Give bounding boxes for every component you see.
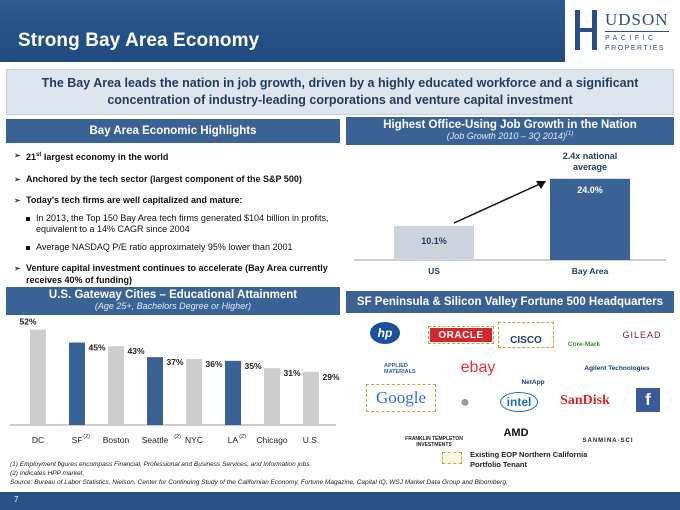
fortune-header	[346, 291, 674, 313]
company-logo-applied-materials: APPLIED MATERIALS	[384, 363, 416, 375]
edu-bar	[186, 359, 202, 425]
edu-value-label: 36%	[205, 359, 223, 369]
company-logo-franklin-templeton-investments: FRANKLIN TEMPLETON INVESTMENTS	[405, 436, 463, 448]
company-logo-facebook: f	[636, 388, 660, 412]
edu-category-label: Seattle	[141, 435, 169, 445]
highlight-item: ➢ Venture capital investment continues to accelerate (Bay Area currently receives 40% of funding)	[14, 263, 334, 286]
company-logo-google: Google	[368, 386, 434, 410]
job-chart-subtitle-text: (Job Growth 2010 – 3Q 2014)	[446, 131, 566, 141]
company-logo-netapp: NetApp	[521, 379, 545, 386]
highlight-subitem: Average NASDAQ P/E ratio approximately 95% lower than 2001	[14, 242, 334, 254]
hudson-h-icon	[573, 8, 599, 52]
edu-bar	[303, 372, 319, 425]
edu-chart-header	[6, 287, 340, 315]
slide-title: Strong Bay Area Economy	[18, 30, 260, 51]
footnote-2: (2) Indicates HPP market.	[10, 470, 85, 477]
company-logo-ebay: ebay	[460, 359, 496, 376]
tenant-legend-label	[470, 450, 587, 469]
edu-category-label: SF	[71, 435, 83, 445]
edu-category-sup: (2)	[239, 434, 246, 440]
edu-bar	[30, 330, 46, 425]
edu-value-label: 37%	[166, 357, 184, 368]
highlights-list	[14, 150, 334, 296]
edu-category-label: DC	[31, 435, 45, 445]
job-growth-chart	[346, 145, 674, 285]
edu-category-sup: (2)	[174, 434, 181, 440]
company-logo-sandisk: SanDisk	[560, 393, 610, 408]
highlight-item: ➢ Anchored by the tech sector (largest component of the S&P 500)	[14, 174, 334, 186]
job-chart-subtitle	[346, 131, 674, 141]
company-logo-amd: AMD	[503, 427, 529, 439]
growth-arrow-line	[454, 183, 542, 223]
tenant-legend-line2: Portfolio Tenant	[470, 459, 527, 469]
highlight-rank: 21	[26, 152, 37, 162]
fortune-title: SF Peninsula & Silicon Valley Fortune 500 Headquarters	[356, 296, 664, 308]
footnote-1: (1) Employment figures encompass Financial, Professional and Business Services, and Information jobs.	[10, 461, 312, 468]
job-chart-subtitle-sup: (1)	[565, 131, 574, 137]
source-note: Source: Bureau of Labor Statistics, Nielson, Center for Continuing Study of the Californian Economy, Fortune Magazine, Capital IQ, WSJ Market Data Group and Bloomberg.	[10, 479, 508, 486]
edu-bar	[225, 361, 241, 425]
hudson-logo	[565, 0, 680, 62]
company-logo-oracle: ORACLE	[430, 328, 492, 342]
job-chart-header	[346, 117, 674, 145]
company-logo-gilead: GILEAD	[622, 330, 662, 340]
edu-bar	[69, 343, 85, 426]
edu-value-label: 29%	[322, 371, 340, 382]
edu-bar	[108, 346, 124, 425]
company-logo-intel: intel	[500, 392, 538, 412]
logo-wordmark: UDSON	[605, 10, 669, 29]
highlight-rank-sup: st	[36, 152, 42, 158]
job-category-label: US	[428, 266, 440, 276]
company-logo-apple: ●	[460, 394, 470, 411]
edu-chart-title: U.S. Gateway Cities – Educational Attainment	[48, 289, 298, 301]
highlight-item: ➢ Today's tech firms are well capitalized and mature:	[14, 195, 334, 207]
logo-divider	[605, 31, 669, 32]
education-chart	[6, 315, 340, 455]
highlight-item	[14, 150, 334, 164]
tenant-legend-swatch	[442, 452, 462, 464]
job-annotation-line2: average	[572, 162, 608, 172]
company-logo-hp: hp	[370, 322, 400, 344]
job-chart-title: Highest Office-Using Job Growth in the Nation	[383, 119, 637, 131]
company-logo-agilent-technologies: Agilent Technologies	[584, 364, 650, 372]
edu-bar	[264, 368, 280, 425]
edu-category-label: NYC	[185, 435, 203, 445]
job-category-label: Bay Area	[571, 266, 609, 276]
edu-bar	[147, 357, 163, 425]
job-value-label: 10.1%	[421, 235, 447, 246]
slide-footer	[0, 492, 680, 510]
job-value-label: 24.0%	[577, 184, 603, 195]
edu-value-label: 52%	[19, 316, 37, 327]
highlights-title: Bay Area Economic Highlights	[89, 125, 257, 137]
edu-category-label: U.S.	[302, 435, 320, 445]
logo-sub2: PROPERTIES	[605, 45, 665, 52]
edu-category-sup: (2)	[83, 434, 90, 440]
highlights-header	[6, 119, 340, 143]
edu-value-label: 45%	[88, 342, 106, 353]
edu-chart-subtitle: (Age 25+, Bachelors Degree or Higher)	[94, 301, 252, 311]
page-number: 7	[14, 495, 19, 504]
highlight-text: largest economy in the world	[41, 152, 169, 162]
edu-value-label: 35%	[244, 360, 262, 371]
intro-banner: The Bay Area leads the nation in job growth, driven by a highly educated workforce and a significant concentration of industry-leading corporations and venture capital investment	[6, 69, 674, 115]
job-annotation-line1: 2.4x national	[562, 151, 618, 161]
tenant-legend-line1: Existing EOP Northern California	[470, 450, 588, 459]
company-logo-core-mark: Core-Mark	[567, 341, 601, 348]
edu-value-label: 31%	[283, 368, 301, 379]
logo-sub1: PACIFIC	[605, 35, 657, 42]
edu-category-label: Boston	[102, 435, 130, 445]
edu-value-label: 43%	[127, 346, 145, 357]
company-logo-sanmina-sci: SANMINA·SCI	[582, 438, 634, 444]
highlight-subitem: In 2013, the Top 150 Bay Area tech firms generated $104 billion in profits, equivalent to a 14% CAGR since 2004	[14, 213, 334, 236]
edu-category-label: LA	[227, 435, 239, 445]
company-logo-cisco: CISCO	[500, 324, 552, 346]
edu-category-label: Chicago	[256, 435, 288, 445]
